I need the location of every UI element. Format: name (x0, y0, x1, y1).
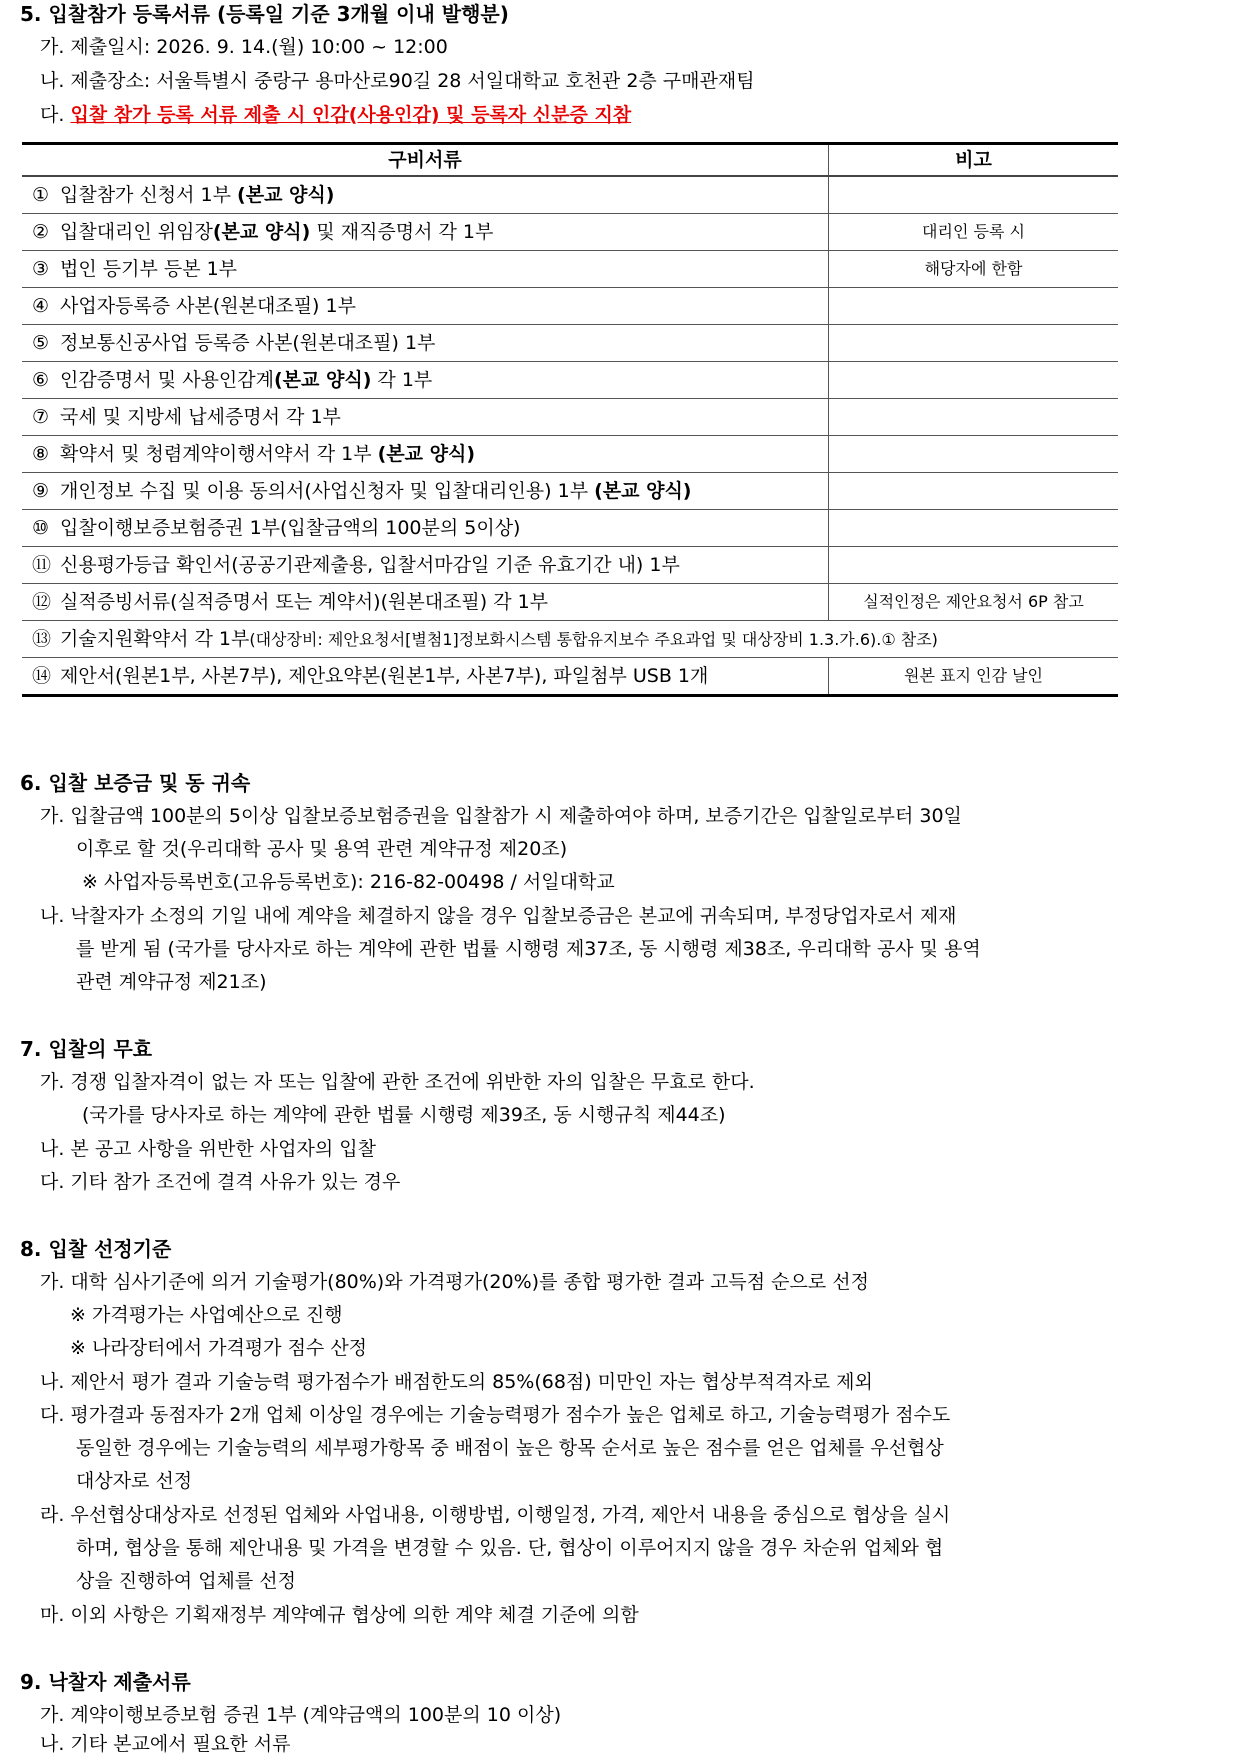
table-row (22, 436, 1118, 473)
document-cell (22, 584, 829, 621)
item-form-note: (본교 양식) (212, 220, 311, 243)
table-row (22, 214, 1118, 251)
note-cell (829, 547, 1119, 584)
item-text-tail: 각 1부 (371, 368, 433, 391)
item-form-note: (본교 양식) (594, 479, 692, 502)
document-cell (22, 288, 829, 325)
table-row (22, 288, 1118, 325)
note-cell (829, 399, 1119, 436)
item-number: ⑨ (32, 479, 50, 502)
document-cell (22, 214, 829, 251)
table-header-row (22, 144, 1118, 177)
section-5-item-a: 가. 제출일시: 2026. 9. 14.(월) 10:00 ~ 12:00 (40, 36, 448, 58)
document-cell (22, 473, 829, 510)
note-cell (829, 288, 1119, 325)
item-text: 인감증명서 및 사용인감계 (60, 368, 274, 391)
item-number: ⑧ (32, 442, 50, 465)
item-number: ① (32, 183, 50, 206)
section-7-item-a-line2: (국가를 당사자로 하는 계약에 관한 법률 시행령 제39조, 동 시행규칙 제44조) (82, 1104, 726, 1126)
section-7-item-c: 다. 기타 참가 조건에 결격 사유가 있는 경우 (40, 1171, 401, 1193)
note-cell (829, 362, 1119, 399)
section-6-item-b-line2: 를 받게 됨 (국가를 당사자로 하는 계약에 관한 법률 시행령 제37조, 동 시행령 제38조, 우리대학 공사 및 용역 (76, 938, 981, 960)
section-8-item-a: 가. 대학 심사기준에 의거 기술평가(80%)와 가격평가(20%)를 종합 평가한 결과 고득점 순으로 선정 (40, 1271, 869, 1293)
item-text: 법인 등기부 등본 1부 (60, 257, 238, 280)
document-cell (22, 176, 829, 214)
item-number: ⑪ (32, 553, 52, 576)
item-number: ⑭ (32, 664, 52, 687)
table-row (22, 325, 1118, 362)
item-text: 개인정보 수집 및 이용 동의서(사업신청자 및 입찰대리인용) 1부 (60, 479, 595, 502)
table-row (22, 473, 1118, 510)
section-5-item-c-emphasis: 입찰 참가 등록 서류 제출 시 인감(사용인감) 및 등록자 신분증 지참 (70, 104, 632, 126)
document-cell (22, 362, 829, 399)
note-cell (829, 510, 1119, 547)
section-7-title: 7. 입찰의 무효 (20, 1037, 153, 1061)
item-number: ② (32, 220, 50, 243)
item-detail: (대상장비: 제안요청서[별첨1]정보화시스템 통합유지보수 주요과업 및 대상장비 1.3.가.6).① 참조) (249, 629, 938, 649)
note-cell: 해당자에 한함 (829, 251, 1119, 288)
table-row (22, 658, 1118, 696)
item-text: 실적증빙서류(실적증명서 또는 계약서)(원본대조필) 각 1부 (60, 590, 549, 613)
section-8-item-d-line3: 상을 진행하여 업체를 선정 (76, 1570, 297, 1592)
section-9-item-b: 나. 기타 본교에서 필요한 서류 (40, 1733, 291, 1755)
document-cell (22, 399, 829, 436)
item-number: ⑬ (32, 627, 52, 650)
table-row (22, 176, 1118, 214)
item-text: 기술지원확약서 각 1부 (60, 627, 250, 650)
item-text: 사업자등록증 사본(원본대조필) 1부 (60, 294, 356, 317)
document-cell (22, 621, 1118, 658)
section-6-item-a-line1: 가. 입찰금액 100분의 5이상 입찰보증보험증권을 입찰참가 시 제출하여야 하며, 보증기간은 입찰일로부터 30일 (40, 805, 962, 827)
note-cell (829, 473, 1119, 510)
column-header-documents: 구비서류 (22, 144, 829, 177)
document-cell (22, 658, 829, 696)
section-8-note-1: ※ 가격평가는 사업예산으로 진행 (70, 1304, 343, 1326)
section-8-item-c-line1: 다. 평가결과 동점자가 2개 업체 이상일 경우에는 기술능력평가 점수가 높은 업체로 하고, 기술능력평가 점수도 (40, 1404, 951, 1426)
item-text: 신용평가등급 확인서(공공기관제출용, 입찰서마감일 기준 유효기간 내) 1부 (60, 553, 680, 576)
section-8-title: 8. 입찰 선정기준 (20, 1237, 172, 1261)
document-cell (22, 510, 829, 547)
note-cell: 실적인정은 제안요청서 6P 참고 (829, 584, 1119, 621)
item-text: 입찰참가 신청서 1부 (60, 183, 238, 206)
section-8-note-2: ※ 나라장터에서 가격평가 점수 산정 (70, 1337, 368, 1359)
note-cell (829, 436, 1119, 473)
item-form-note: (본교 양식) (237, 183, 335, 206)
item-text: 입찰대리인 위임장 (60, 220, 213, 243)
table-row (22, 362, 1118, 399)
note-cell: 원본 표지 인감 날인 (829, 658, 1119, 696)
note-cell (829, 325, 1119, 362)
item-text: 입찰이행보증보험증권 1부(입찰금액의 100분의 5이상) (60, 516, 521, 539)
note-cell (829, 176, 1119, 214)
section-5-item-b: 나. 제출장소: 서울특별시 중랑구 용마산로90길 28 서일대학교 호천관 2층 구매관재팀 (40, 70, 755, 92)
section-5-item-c-prefix: 다. (40, 104, 71, 126)
item-form-note: (본교 양식) (273, 368, 372, 391)
table-row (22, 621, 1118, 658)
section-9-title: 9. 낙찰자 제출서류 (20, 1670, 191, 1694)
item-text: 정보통신공사업 등록증 사본(원본대조필) 1부 (60, 331, 436, 354)
section-9-item-a: 가. 계약이행보증보험 증권 1부 (계약금액의 100분의 10 이상) (40, 1704, 562, 1726)
section-8-item-d-line2: 하며, 협상을 통해 제안내용 및 가격을 변경할 수 있음. 단, 협상이 이루어지지 않을 경우 차순위 업체와 협 (76, 1537, 944, 1559)
table-row (22, 251, 1118, 288)
table-row (22, 399, 1118, 436)
section-5-item-c (40, 104, 631, 127)
section-6-item-b-line1: 나. 낙찰자가 소정의 기일 내에 계약을 체결하지 않을 경우 입찰보증금은 본교에 귀속되며, 부정당업자로서 제재 (40, 905, 957, 927)
item-form-note: (본교 양식) (377, 442, 476, 465)
document-cell (22, 251, 829, 288)
item-number: ⑩ (32, 516, 50, 539)
section-8-item-d-line1: 라. 우선협상대상자로 선정된 업체와 사업내용, 이행방법, 이행일정, 가격, 제안서 내용을 중심으로 협상을 실시 (40, 1504, 951, 1526)
item-text: 국세 및 지방세 납세증명서 각 1부 (60, 405, 341, 428)
item-text: 제안서(원본1부, 사본7부), 제안요약본(원본1부, 사본7부), 파일첨부 USB 1개 (60, 664, 709, 687)
document-cell (22, 436, 829, 473)
section-8-item-c-line2: 동일한 경우에는 기술능력의 세부평가항목 중 배점이 높은 항목 순서로 높은 점수를 얻은 업체를 우선협상 (76, 1437, 944, 1459)
section-8-item-b: 나. 제안서 평가 결과 기술능력 평가점수가 배점한도의 85%(68점) 미만인 자는 협상부적격자로 제외 (40, 1371, 873, 1393)
item-number: ⑥ (32, 368, 50, 391)
table-row (22, 510, 1118, 547)
section-5-title: 5. 입찰참가 등록서류 (등록일 기준 3개월 이내 발행분) (20, 2, 509, 26)
item-number: ⑤ (32, 331, 50, 354)
section-6-item-b-line3: 관련 계약규정 제21조) (76, 971, 267, 993)
table-row (22, 547, 1118, 584)
column-header-notes: 비고 (829, 144, 1119, 177)
item-number: ③ (32, 257, 50, 280)
item-number: ⑫ (32, 590, 52, 613)
item-number: ⑦ (32, 405, 50, 428)
table-row (22, 584, 1118, 621)
note-cell: 대리인 등록 시 (829, 214, 1119, 251)
section-7-item-a-line1: 가. 경쟁 입찰자격이 없는 자 또는 입찰에 관한 조건에 위반한 자의 입찰은 무효로 한다. (40, 1071, 755, 1093)
document-cell (22, 325, 829, 362)
document-cell (22, 547, 829, 584)
item-text-tail: 및 재직증명서 각 1부 (310, 220, 494, 243)
section-6-item-a-line2: 이후로 할 것(우리대학 공사 및 용역 관련 계약규정 제20조) (76, 838, 568, 860)
item-text: 확약서 및 청렴계약이행서약서 각 1부 (60, 442, 378, 465)
section-6-title: 6. 입찰 보증금 및 동 귀속 (20, 771, 251, 795)
required-documents-table (22, 142, 1118, 697)
section-8-item-e: 마. 이외 사항은 기획재정부 계약예규 협상에 의한 계약 체결 기준에 의함 (40, 1604, 639, 1626)
section-6-note: ※ 사업자등록번호(고유등록번호): 216-82-00498 / 서일대학교 (82, 871, 615, 893)
section-8-item-c-line3: 대상자로 선정 (76, 1470, 193, 1492)
item-number: ④ (32, 294, 50, 317)
section-7-item-b: 나. 본 공고 사항을 위반한 사업자의 입찰 (40, 1138, 376, 1160)
